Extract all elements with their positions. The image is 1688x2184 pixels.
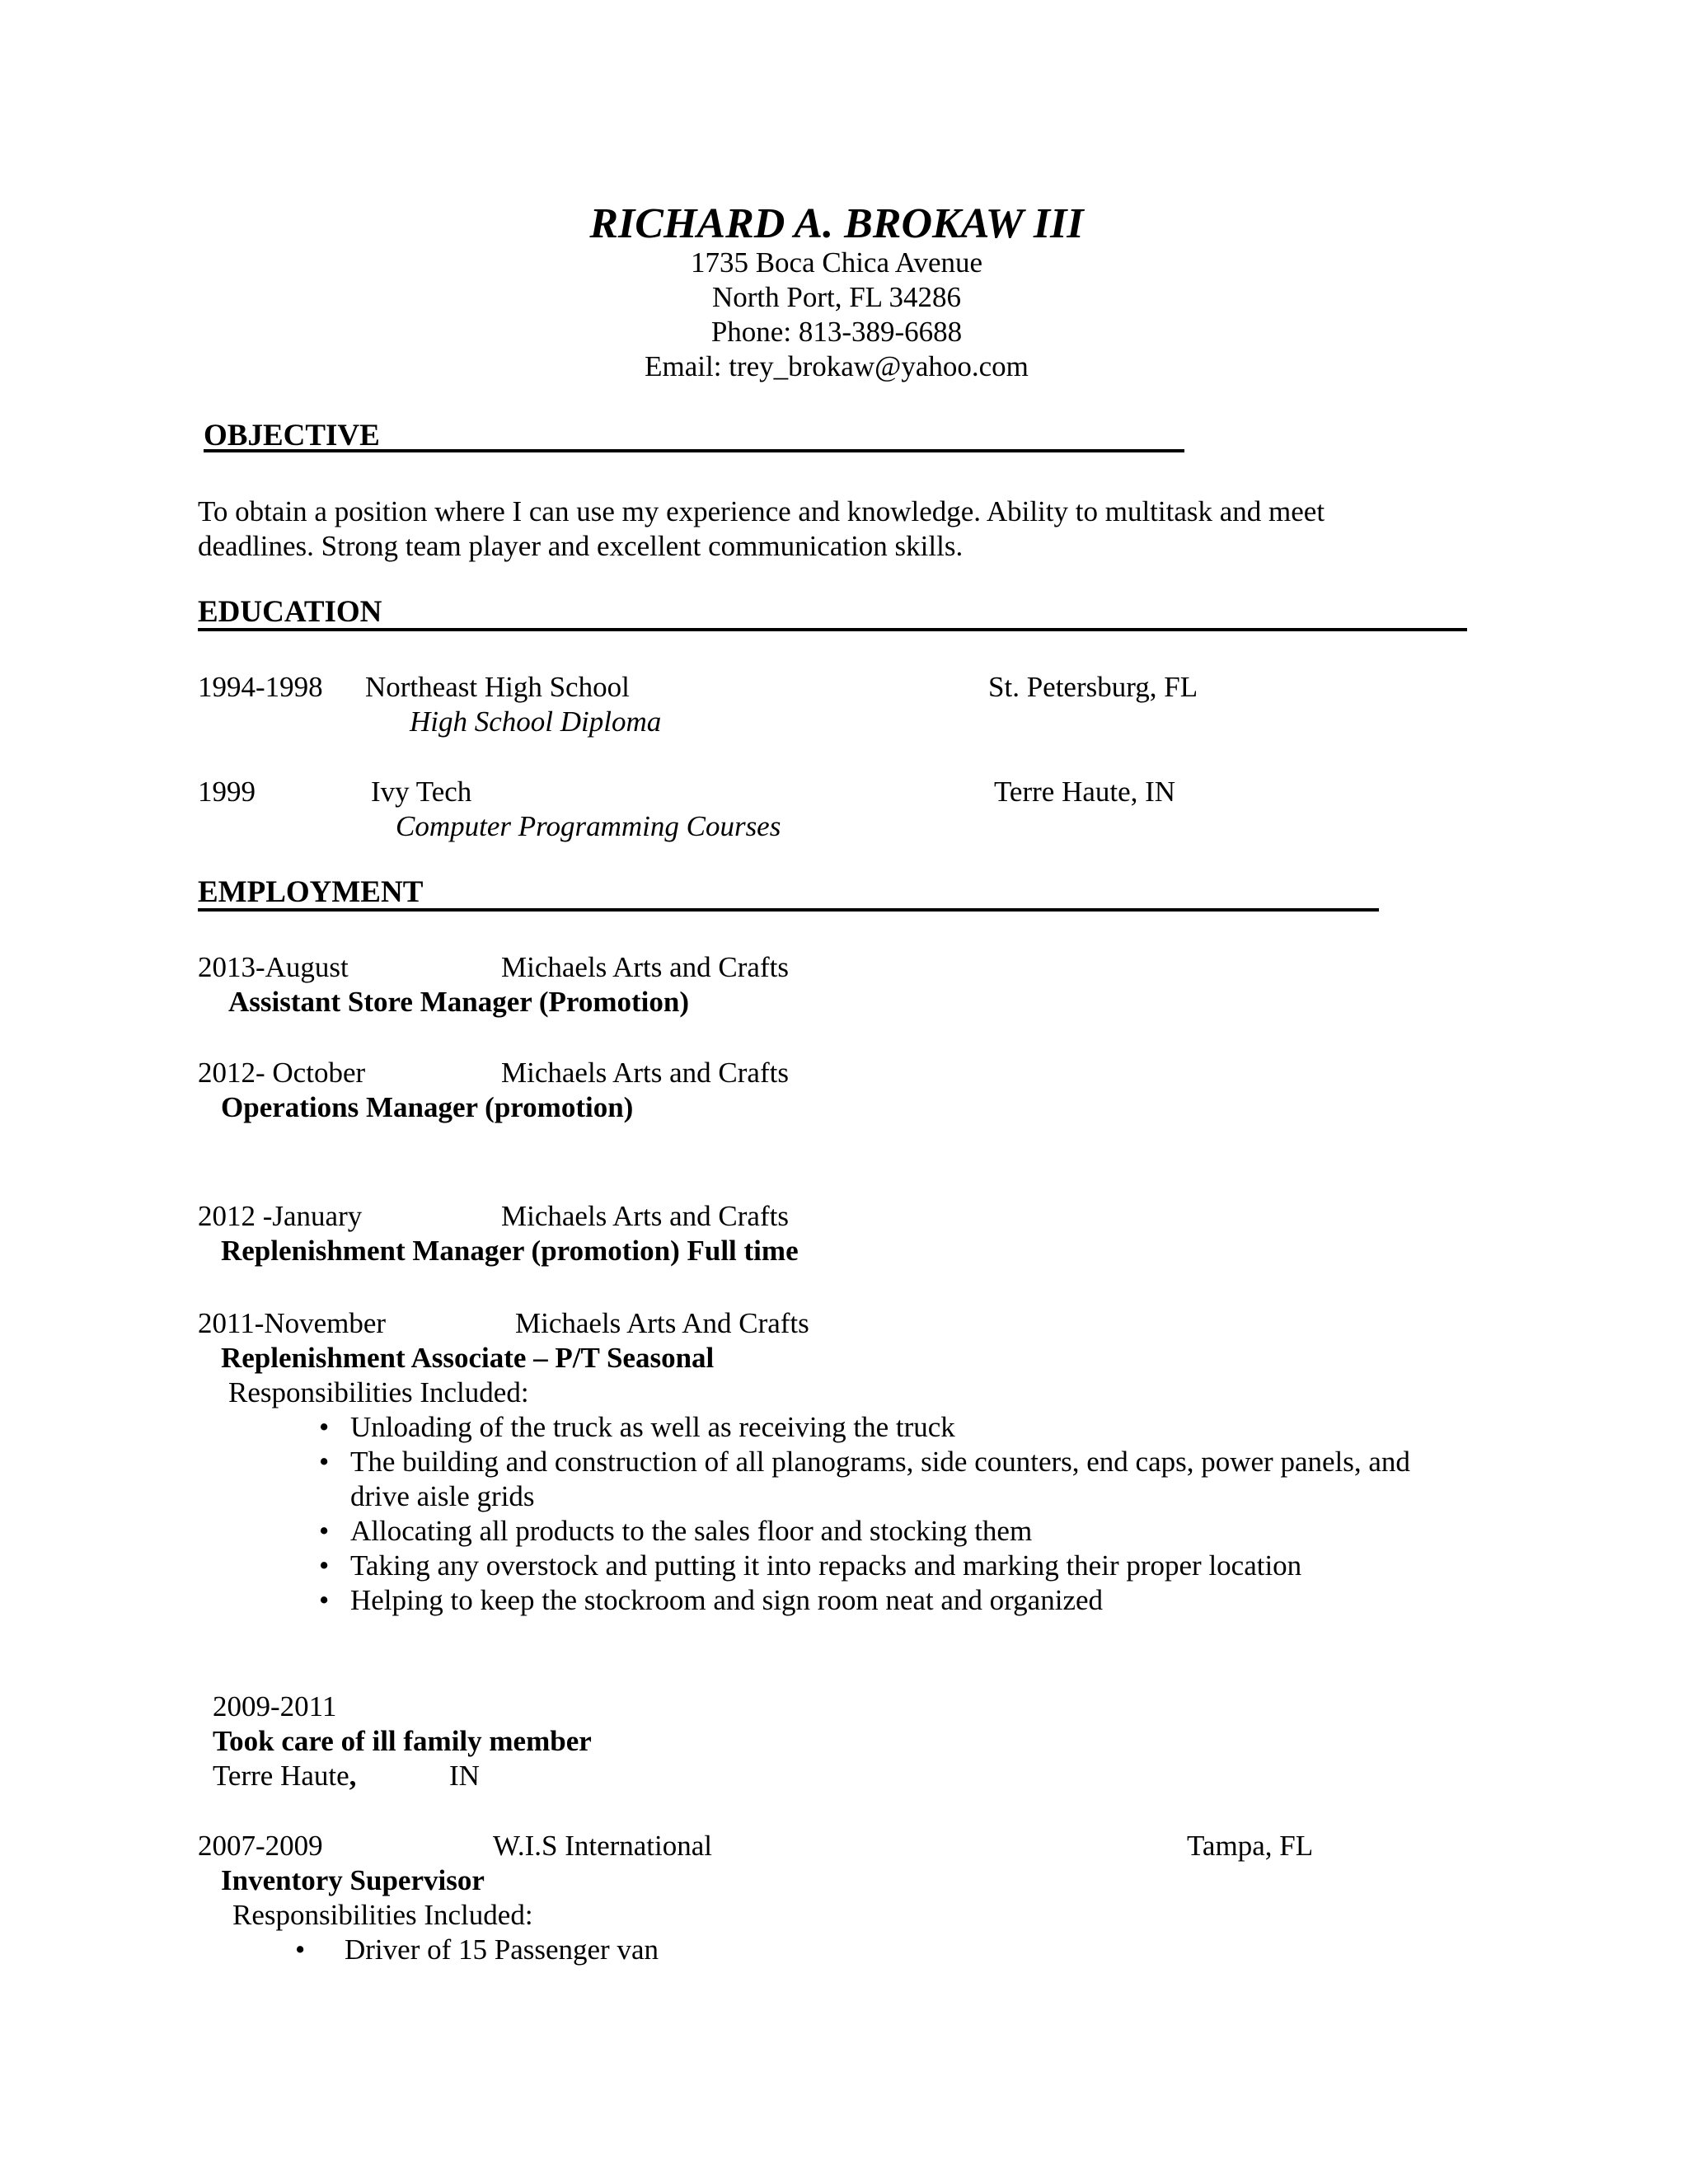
resume-name: RICHARD A. BROKAW III bbox=[589, 200, 1084, 247]
bullet-glyph: • bbox=[319, 1411, 330, 1443]
objective-line-1: To obtain a position where I can use my experience and knowledge. Ability to multitask and meet bbox=[198, 495, 1325, 527]
edu-1-credential: High School Diploma bbox=[410, 705, 662, 738]
job-5-state: IN bbox=[449, 1760, 480, 1792]
employment-rule bbox=[198, 908, 1379, 912]
job-4-bullet-5: Helping to keep the stockroom and sign room neat and organized bbox=[350, 1584, 1104, 1616]
job-2-date: 2012- October bbox=[198, 1057, 366, 1089]
job-3-title: Replenishment Manager (promotion) Full time bbox=[221, 1235, 799, 1267]
edu-1-location: St. Petersburg, FL bbox=[988, 671, 1198, 703]
bullet-glyph: • bbox=[319, 1584, 330, 1616]
job-4-date: 2011-November bbox=[198, 1307, 387, 1339]
job-4-bullet-1: Unloading of the truck as well as receiving the truck bbox=[350, 1411, 955, 1443]
job-2-title: Operations Manager (promotion) bbox=[221, 1091, 634, 1123]
job-1-date: 2013-August bbox=[198, 951, 349, 983]
job-6-bullet-1: Driver of 15 Passenger van bbox=[345, 1933, 659, 1966]
job-3-company: Michaels Arts and Crafts bbox=[501, 1200, 789, 1232]
job-1-title: Assistant Store Manager (Promotion) bbox=[228, 986, 689, 1018]
edu-2-location: Terre Haute, IN bbox=[994, 776, 1176, 808]
job-6-location: Tampa, FL bbox=[1187, 1830, 1314, 1862]
edu-2-school: Ivy Tech bbox=[371, 776, 472, 808]
job-2-company: Michaels Arts and Crafts bbox=[501, 1057, 789, 1089]
job-4-bullet-3: Allocating all products to the sales floor and stocking them bbox=[350, 1515, 1033, 1547]
address-line-2: North Port, FL 34286 bbox=[711, 281, 962, 313]
job-4-title: Replenishment Associate – P/T Seasonal bbox=[221, 1342, 715, 1374]
job-5-location bbox=[213, 1759, 356, 1793]
job-4-company: Michaels Arts And Crafts bbox=[515, 1307, 809, 1339]
job-4-bullet-2: The building and construction of all planograms, side counters, end caps, power panels, and drive aisle grids bbox=[350, 1446, 1410, 1512]
phone-line: Phone: 813-389-6688 bbox=[710, 316, 963, 348]
bullet-glyph: • bbox=[319, 1549, 330, 1582]
job-6-company: W.I.S International bbox=[493, 1830, 713, 1862]
job-3-date: 2012 -January bbox=[198, 1200, 363, 1232]
job-6-date: 2007-2009 bbox=[198, 1830, 323, 1862]
job-1-company: Michaels Arts and Crafts bbox=[501, 951, 789, 983]
job-5-comma: , bbox=[349, 1760, 357, 1792]
objective-line-2: deadlines. Strong team player and excellent communication skills. bbox=[198, 530, 964, 562]
edu-1-school: Northeast High School bbox=[365, 671, 630, 703]
job-4-bullet-4: Taking any overstock and putting it into repacks and marking their proper location bbox=[350, 1549, 1302, 1582]
objective-heading: OBJECTIVE bbox=[204, 419, 380, 452]
bullet-glyph: • bbox=[319, 1515, 330, 1547]
bullet-glyph: • bbox=[319, 1446, 330, 1478]
education-rule bbox=[198, 628, 1467, 631]
job-6-title: Inventory Supervisor bbox=[221, 1864, 485, 1896]
job-5-city: Terre Haute bbox=[213, 1760, 349, 1792]
address-line-1: 1735 Boca Chica Avenue bbox=[690, 246, 983, 279]
edu-1-years: 1994-1998 bbox=[198, 671, 323, 703]
job-5-title: Took care of ill family member bbox=[213, 1725, 592, 1757]
edu-2-credential: Computer Programming Courses bbox=[396, 810, 781, 842]
job-4-responsibilities-label: Responsibilities Included: bbox=[228, 1376, 529, 1408]
job-5-date: 2009-2011 bbox=[213, 1690, 337, 1722]
employment-heading: EMPLOYMENT bbox=[198, 875, 424, 909]
bullet-glyph: • bbox=[295, 1933, 306, 1966]
edu-2-years: 1999 bbox=[198, 776, 256, 808]
education-heading: EDUCATION bbox=[198, 595, 382, 629]
objective-rule bbox=[204, 449, 1184, 452]
job-6-responsibilities-label: Responsibilities Included: bbox=[232, 1899, 533, 1931]
email-line: Email: trey_brokaw@yahoo.com bbox=[645, 350, 1029, 382]
